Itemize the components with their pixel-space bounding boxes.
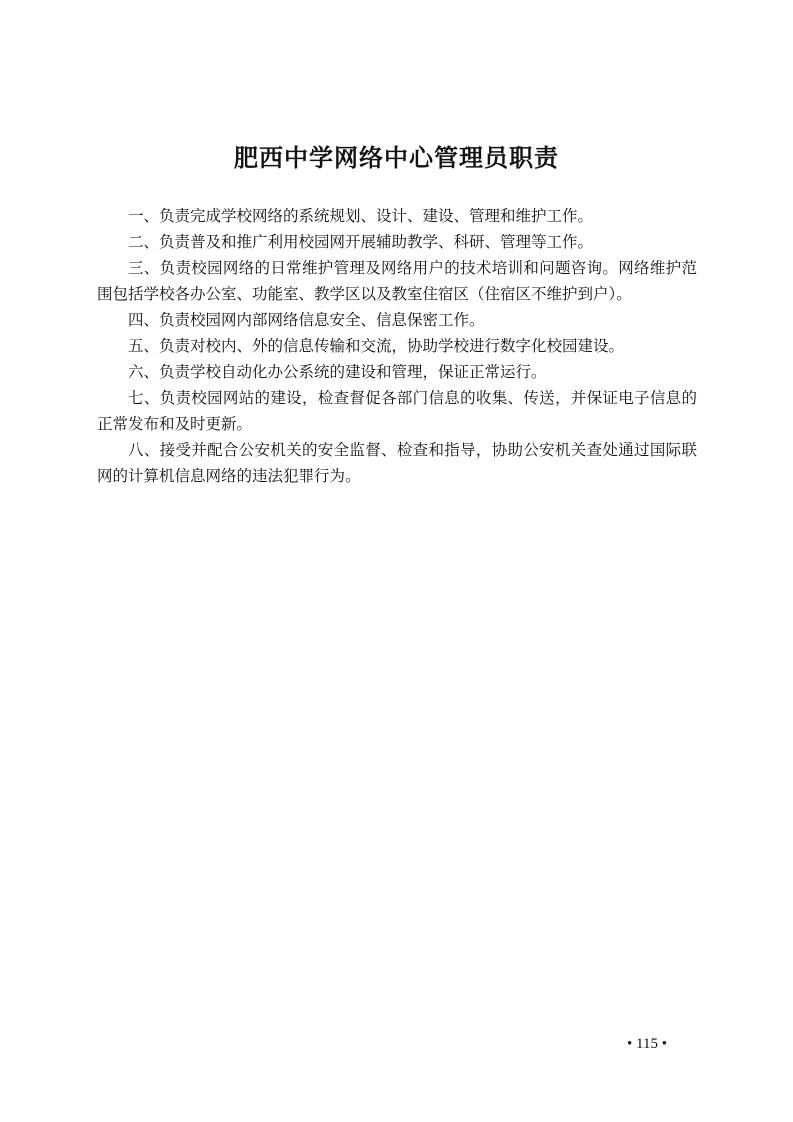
duty-paragraph-7: 七、负责校园网站的建设，检查督促各部门信息的收集、传送，并保证电子信息的正常发布和及时更新。	[97, 389, 697, 433]
duty-paragraph-2: 二、负责普及和推广利用校园网开展辅助教学、科研、管理等工作。	[128, 233, 594, 251]
duty-paragraph-3: 三、负责校园网络的日常维护管理及网络用户的技术培训和问题咨询。网络维护范围包括学校各办公室、功能室、教学区以及教室住宿区（住宿区不维护到户）。	[97, 259, 697, 303]
duty-paragraph-1: 一、负责完成学校网络的系统规划、设计、建设、管理和维护工作。	[128, 207, 594, 225]
duty-paragraph-5: 五、负责对校内、外的信息传输和交流，协助学校进行数字化校园建设。	[128, 337, 625, 355]
page-title: 肥西中学网络中心管理员职责	[234, 144, 559, 172]
duty-paragraph-8: 八、接受并配合公安机关的安全监督、检查和指导，协助公安机关查处通过国际联网的计算机信息网络的违法犯罪行为。	[97, 441, 697, 485]
page-number: • 115 •	[627, 1036, 667, 1052]
document-body	[97, 203, 697, 489]
duty-paragraph-4: 四、负责校园网内部网络信息安全、信息保密工作。	[128, 311, 485, 329]
duty-paragraph-6: 六、负责学校自动化办公系统的建设和管理，保证正常运行。	[128, 363, 547, 381]
